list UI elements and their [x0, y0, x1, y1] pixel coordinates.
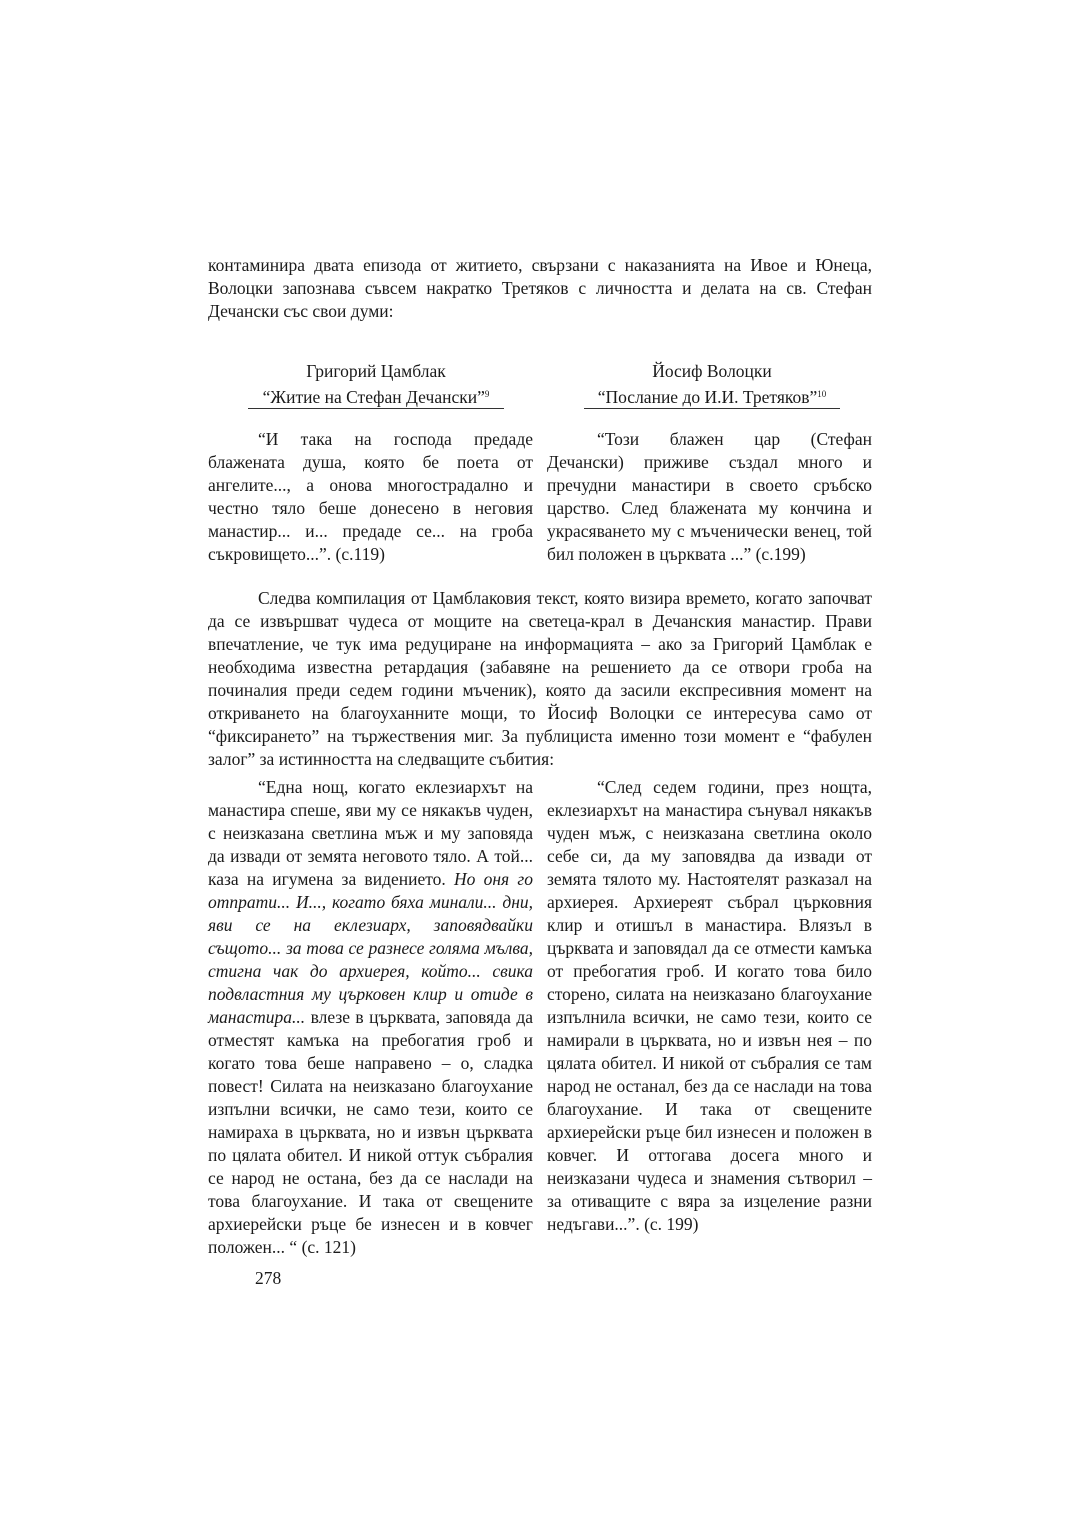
left-heading-author: Григорий Цамблак — [306, 361, 446, 381]
intro-paragraph: контаминира двата епизода от житието, свързани с наказанията на Ивое и Юнеца, Волоцки запознава съвсем накратко Третяков с личността и делата на св. Стефан Дечански със свои думи: — [208, 255, 872, 321]
quote2-left-column — [208, 776, 533, 1259]
left-column-heading — [248, 360, 504, 409]
right-heading-author: Йосиф Волоцки — [652, 361, 772, 381]
quote1-right-column: “Този блажен цар (Стефан Дечански) приживе създал много и пречудни манастири в своето сръбско царство. След блажената му кончина и украсяването му с мъченически венец, той бил положен в църквата ...” (с.199) — [547, 429, 872, 564]
footnote-ref-9[interactable]: 9 — [484, 389, 490, 399]
left-heading-title-line — [248, 386, 504, 409]
quote2-right-column: “След седем години, през нощта, еклезиархът на манастира сънувал някакъв чуден мъж, с неизказана светлина около себе си, да му заповядва да извади от земята тялото му. Настоятелят разказал на архиерея. Архиереят събрал църковния клир и отишъл в манастира. Влязъл в църквата и заповядал да се отмести камъка от пребогатия гроб. И когато това било сторено, силата на неизказано благоухание изпълнила всички, не само тези, които се намирали в църквата, но и извън нея – по цялата обител. И никой от събралия се там народ не останал, без да се наслади на това благоухание. И така от свещените архиерейски ръце бил изнесен и положен в ковчег. И оттогава досега много и неизказани чудеса и знамения сътворил – за отиващите с вяра за изцеление разни недъгави...”. (с. 199) — [547, 777, 872, 1234]
quote1-left-column: “И така на господа предаде блажената душа, която бе поета от ангелите..., а онова многострадално и честно тяло беше донесено в неговия манастир... и... предаде се... на гроба съкровището...”. (с.119) — [208, 429, 533, 564]
right-heading-title: “Послание до И.И. Третяков” — [597, 387, 818, 407]
right-column-heading — [584, 360, 840, 409]
right-heading-title-line — [584, 386, 840, 409]
quote2-left-start: “Една нощ, когато еклезиархът на манастира спеше, яви му се някакъв чуден, с неизказана светлина мъж и му заповяда да извади от земята неговото тяло. А той... каза на игумена за видението. — [208, 777, 533, 889]
left-heading-title: “Житие на Стефан Дечански” — [262, 387, 485, 407]
quote2-left-italic: Но оня го отпрати... И..., когато бяха минали... дни, яви се на еклезиарх, заповядвайки същото... за това се разнесе голяма мълва, стигна чак до архиерея, който... свика подвластния му църковен клир и отиде в манастира... — [208, 869, 533, 1027]
quote2-left-end: влезе в църквата, заповядa да отместят камъка на пребогатия гроб и когато това беше направено – о, сладка повест! Силата на неизказано благоухание изпълни всички, не само тези, които се намираха в църквата, но и извън църквата по цялата обител. И никой оттук събралия се народ не остана, без да се наслади на това благоухание. И така от свещените архиерейски ръце бе изнесен и в ковчег положен... “ (с. 121) — [208, 1007, 533, 1257]
page-number: 278 — [255, 1268, 282, 1288]
footnote-ref-10[interactable]: 10 — [817, 389, 827, 399]
second-paragraph: Следва компилация от Цамблаковия текст, която визира времето, когато започват да се извършват чудеса от мощите на светеца-крал в Дечанския манастир. Прави впечатление, че тук има редуциране на информацията – ако за Григорий Цамблак е необходима известна ретардация (забавяне на решението да се отвори гроба на починалия преди седем години мъченик), която да засили експресивния момент на откриването на благоуханните мощи, то Йосиф Волоцки се интересува само от “фиксирането” на тържествения миг. За публициста именно този момент е “фабулен залог” за истинността на следващите събития: — [208, 588, 872, 769]
